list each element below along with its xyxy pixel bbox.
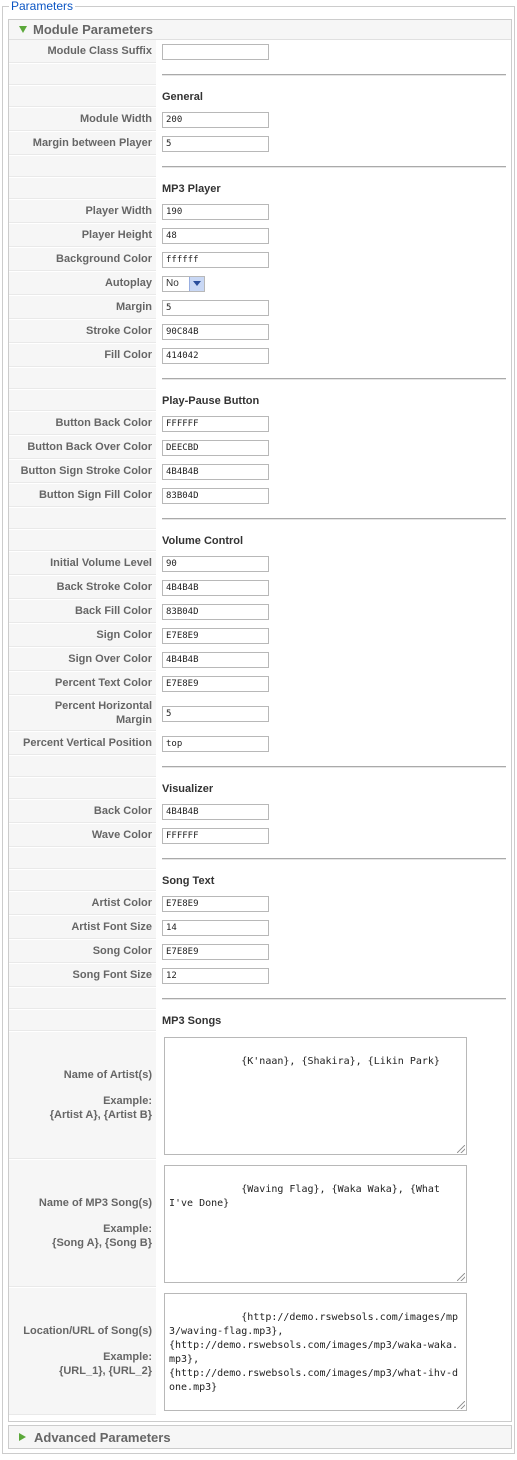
module-class-suffix-label: Module Class Suffix: [9, 40, 156, 63]
song-color-label: Song Color: [9, 940, 156, 963]
sign-over-color-input[interactable]: [162, 652, 269, 668]
margin-input[interactable]: [162, 300, 269, 316]
advanced-parameters-panel: [8, 1425, 512, 1449]
row-margin-between-player: [9, 132, 511, 156]
row-back-stroke-color: [9, 576, 511, 600]
artist-color-label: Artist Color: [9, 892, 156, 915]
fill-color-label: Fill Color: [9, 344, 156, 367]
margin-between-player-input[interactable]: [162, 136, 269, 152]
divider: [162, 858, 506, 860]
row-percent-text-color: [9, 672, 511, 696]
row-songs: [9, 1160, 511, 1288]
row-button-sign-fill-color: [9, 484, 511, 508]
stroke-color-input[interactable]: [162, 324, 269, 340]
percent-horizontal-margin-input[interactable]: [162, 706, 269, 722]
vis-back-color-label: Back Color: [9, 800, 156, 823]
module-width-input[interactable]: [162, 112, 269, 128]
songs-example-label: Example:: [103, 1223, 152, 1235]
advanced-parameters-title: Advanced Parameters: [34, 1429, 171, 1445]
songs-label: [9, 1160, 156, 1287]
row-module-class-suffix: [9, 40, 511, 64]
urls-label-text: Location/URL of Song(s): [23, 1325, 152, 1337]
separator-row: [9, 848, 511, 870]
urls-textarea[interactable]: [164, 1293, 467, 1411]
divider: [162, 166, 506, 168]
artists-example: {Artist A}, {Artist B}: [49, 1109, 152, 1121]
back-fill-color-label: Back Fill Color: [9, 600, 156, 623]
row-player-height: [9, 224, 511, 248]
player-height-input[interactable]: [162, 228, 269, 244]
section-general: [9, 86, 511, 108]
row-wave-color: [9, 824, 511, 848]
percent-vertical-position-input[interactable]: [162, 736, 269, 752]
artists-textarea-value: {K'naan}, {Shakira}, {Likin Park}: [241, 1055, 440, 1067]
button-sign-stroke-color-label: Button Sign Stroke Color: [9, 460, 156, 483]
section-title-song-text: Song Text: [162, 874, 215, 887]
player-width-label: Player Width: [9, 200, 156, 223]
section-title-mp3-player: MP3 Player: [162, 182, 221, 195]
button-sign-stroke-color-input[interactable]: [162, 464, 269, 480]
urls-label: [9, 1288, 156, 1415]
resize-grip-icon[interactable]: [457, 1401, 465, 1409]
section-mp3-player: [9, 178, 511, 200]
row-percent-horizontal-margin: [9, 696, 511, 732]
wave-color-input[interactable]: [162, 828, 269, 844]
fill-color-input[interactable]: [162, 348, 269, 364]
separator-row: [9, 64, 511, 86]
row-sign-color: [9, 624, 511, 648]
percent-horizontal-margin-label-line2: Margin: [115, 714, 152, 726]
background-color-label: Background Color: [9, 248, 156, 271]
artist-color-input[interactable]: [162, 896, 269, 912]
module-parameters-title: Module Parameters: [33, 22, 153, 37]
row-autoplay: [9, 272, 511, 296]
module-class-suffix-input[interactable]: [162, 44, 269, 60]
section-title-volume-control: Volume Control: [162, 534, 244, 547]
wave-color-label: Wave Color: [9, 824, 156, 847]
percent-horizontal-margin-label: [9, 696, 156, 731]
module-parameters-panel: [8, 19, 512, 1422]
autoplay-label: Autoplay: [9, 272, 156, 295]
initial-volume-level-label: Initial Volume Level: [9, 552, 156, 575]
divider: [162, 766, 506, 768]
artists-label-text: Name of Artist(s): [63, 1069, 152, 1081]
separator-row: [9, 756, 511, 778]
artist-font-size-label: Artist Font Size: [9, 916, 156, 939]
songs-textarea-value: {Waving Flag}, {Waka Waka}, {What I've Done}: [169, 1183, 446, 1209]
section-title-visualizer: Visualizer: [162, 782, 214, 795]
row-background-color: [9, 248, 511, 272]
row-song-font-size: [9, 964, 511, 988]
row-percent-vertical-position: [9, 732, 511, 756]
row-stroke-color: [9, 320, 511, 344]
button-back-over-color-label: Button Back Over Color: [9, 436, 156, 459]
section-title-mp3-songs: MP3 Songs: [162, 1014, 222, 1027]
back-fill-color-input[interactable]: [162, 604, 269, 620]
urls-textarea-value: {http://demo.rswebsols.com/images/mp3/waving-flag.mp3}, {http://demo.rswebsols.com/images/mp3/waka-waka.mp3}, {http://demo.rswebsols.com/images/mp3/what-ihv-done.mp3}: [169, 1311, 458, 1393]
artists-textarea[interactable]: [164, 1037, 467, 1155]
songs-textarea[interactable]: [164, 1165, 467, 1283]
chevron-down-icon[interactable]: [189, 277, 204, 291]
song-color-input[interactable]: [162, 944, 269, 960]
percent-text-color-label: Percent Text Color: [9, 672, 156, 695]
section-mp3-songs: [9, 1010, 511, 1032]
separator-row: [9, 156, 511, 178]
row-button-sign-stroke-color: [9, 460, 511, 484]
module-width-label: Module Width: [9, 108, 156, 131]
row-back-fill-color: [9, 600, 511, 624]
autoplay-select[interactable]: [162, 276, 205, 292]
sign-over-color-label: Sign Over Color: [9, 648, 156, 671]
section-play-pause: [9, 390, 511, 412]
row-fill-color: [9, 344, 511, 368]
row-artists: [9, 1032, 511, 1160]
section-volume-control: [9, 530, 511, 552]
row-margin: [9, 296, 511, 320]
row-button-back-color: [9, 412, 511, 436]
parameters-table: [9, 40, 511, 1416]
divider: [162, 998, 506, 1000]
song-font-size-input[interactable]: [162, 968, 269, 984]
section-visualizer: [9, 778, 511, 800]
song-font-size-label: Song Font Size: [9, 964, 156, 987]
divider: [162, 518, 506, 520]
songs-label-text: Name of MP3 Song(s): [38, 1197, 152, 1209]
button-back-color-label: Button Back Color: [9, 412, 156, 435]
player-width-input[interactable]: [162, 204, 269, 220]
advanced-parameters-header[interactable]: [9, 1426, 511, 1448]
percent-text-color-input[interactable]: [162, 676, 269, 692]
row-urls: [9, 1288, 511, 1416]
divider: [162, 74, 506, 76]
back-stroke-color-label: Back Stroke Color: [9, 576, 156, 599]
separator-row: [9, 368, 511, 390]
percent-vertical-position-label: Percent Vertical Position: [9, 732, 156, 755]
player-height-label: Player Height: [9, 224, 156, 247]
section-song-text: [9, 870, 511, 892]
triangle-down-icon: [19, 26, 27, 33]
sign-color-label: Sign Color: [9, 624, 156, 647]
resize-grip-icon[interactable]: [457, 1145, 465, 1153]
songs-example: {Song A}, {Song B}: [52, 1237, 152, 1249]
vis-back-color-input[interactable]: [162, 804, 269, 820]
separator-row: [9, 988, 511, 1010]
row-artist-color: [9, 892, 511, 916]
section-title-play-pause: Play-Pause Button: [162, 394, 260, 407]
percent-horizontal-margin-label-line1: Percent Horizontal: [54, 700, 152, 712]
row-player-width: [9, 200, 511, 224]
row-song-color: [9, 940, 511, 964]
row-initial-volume-level: [9, 552, 511, 576]
triangle-right-icon: [19, 1433, 26, 1441]
parameters-legend: Parameters: [11, 0, 74, 13]
button-back-over-color-input[interactable]: [162, 440, 269, 456]
margin-between-player-label: Margin between Player: [9, 132, 156, 155]
resize-grip-icon[interactable]: [457, 1273, 465, 1281]
artists-example-label: Example:: [103, 1095, 152, 1107]
row-artist-font-size: [9, 916, 511, 940]
section-title-general: General: [162, 90, 203, 103]
button-back-color-input[interactable]: [162, 416, 269, 432]
button-sign-fill-color-input[interactable]: [162, 488, 269, 504]
stroke-color-label: Stroke Color: [9, 320, 156, 343]
sign-color-input[interactable]: [162, 628, 269, 644]
initial-volume-level-input[interactable]: [162, 556, 269, 572]
background-color-input[interactable]: [162, 252, 269, 268]
divider: [162, 378, 506, 380]
parameters-fieldset: [2, 0, 515, 1454]
row-button-back-over-color: [9, 436, 511, 460]
artist-font-size-input[interactable]: [162, 920, 269, 936]
urls-example: {URL_1}, {URL_2}: [59, 1365, 152, 1377]
margin-label: Margin: [9, 296, 156, 319]
button-sign-fill-color-label: Button Sign Fill Color: [9, 484, 156, 507]
autoplay-selected-value: No: [166, 278, 179, 289]
artists-label: [9, 1032, 156, 1159]
urls-example-label: Example:: [103, 1351, 152, 1363]
module-parameters-header[interactable]: [9, 20, 511, 40]
row-vis-back-color: [9, 800, 511, 824]
back-stroke-color-input[interactable]: [162, 580, 269, 596]
separator-row: [9, 508, 511, 530]
row-module-width: [9, 108, 511, 132]
row-sign-over-color: [9, 648, 511, 672]
